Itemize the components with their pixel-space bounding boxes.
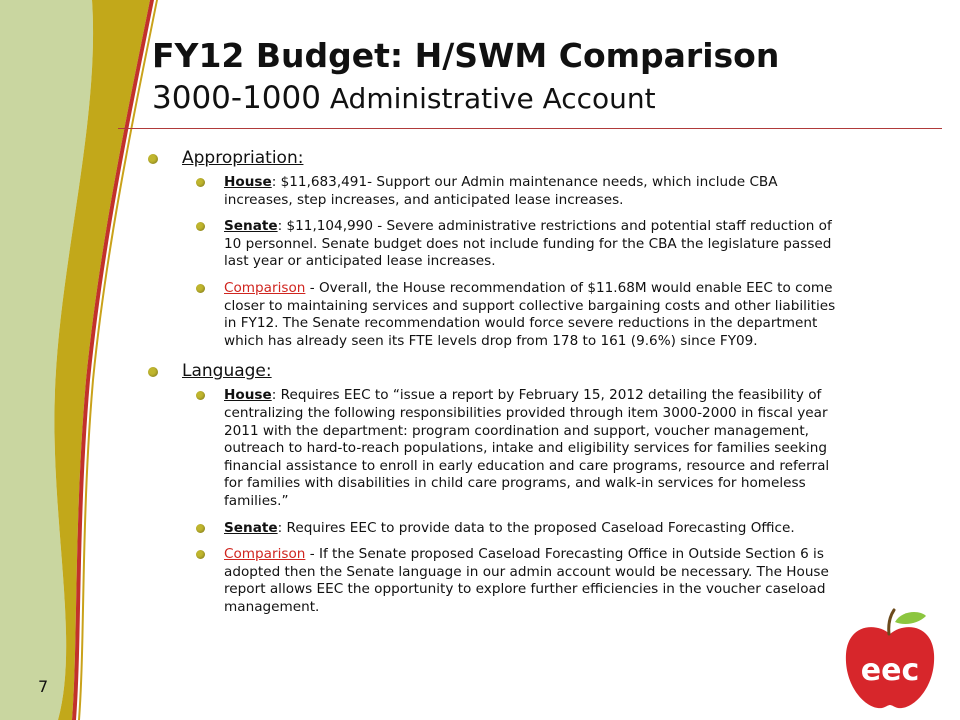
appropriation-items — [182, 174, 848, 350]
item-text: : $11,104,990 - Severe administrative restrictions and potential staff reduction of 10 personnel. Senate budget does not include funding for the CBA the legislature passed last year or anticipated lease increases. — [224, 218, 832, 270]
item-label: Comparison — [224, 546, 306, 563]
item-label: Senate — [224, 519, 278, 536]
decorative-left-band — [0, 0, 160, 720]
item-text: : Requires EEC to “issue a report by February 15, 2012 detailing the feasibility of centralizing the following responsibilities provided through item 3000-2000 in fiscal year 2011 with the department: program coordination and support, voucher management, outreach to hard-to-reach populations, intake and eligibility services for families seeking financial assistance to enroll in early education and care programs, resource and referral for families with disabilities in child care programs, and walk-in services for homeless families.” — [224, 387, 830, 509]
title-divider — [118, 128, 942, 129]
section-appropriation — [148, 146, 848, 350]
bullet-icon — [148, 154, 158, 164]
account-name: Administrative Account — [329, 82, 656, 115]
bullet-icon — [148, 367, 158, 377]
bullet-icon — [196, 524, 205, 533]
item-label: Senate — [224, 218, 278, 235]
bullet-icon — [196, 222, 205, 231]
title-line-2 — [152, 76, 942, 121]
list-item — [182, 218, 848, 271]
item-text: : $11,683,491- Support our Admin maintenance needs, which include CBA increases, step increases, and anticipated lease increases. — [224, 174, 778, 208]
bullet-icon — [196, 391, 205, 400]
list-item — [182, 387, 848, 510]
logo-wordmark: eec — [860, 653, 920, 688]
item-text: - Overall, the House recommendation of $11.68M would enable EEC to come closer to maintaining services and support collective bargaining costs and other liabilities in FY12. The Senate recommendation would force severe reductions in the department which has already seen its FTE levels drop from 178 to 161 (9.6%) since FY09. — [224, 279, 836, 349]
section-language — [148, 359, 848, 616]
item-text: - If the Senate proposed Caseload Forecasting Office in Outside Section 6 is adopted then the Senate language in our admin account would be necessary. The House report allows EEC the opportunity to explore further efficiencies in the voucher caseload management. — [224, 546, 829, 615]
title-line-1: FY12 Budget: H/SWM Comparison — [152, 36, 780, 75]
slide-title — [152, 36, 942, 121]
bullet-icon — [196, 178, 205, 187]
list-item — [182, 520, 848, 538]
list-item — [182, 280, 848, 350]
item-label: House — [224, 174, 272, 190]
item-label: House — [224, 387, 272, 404]
item-text: : Requires EEC to provide data to the proposed Caseload Forecasting Office. — [277, 519, 795, 536]
bullet-icon — [196, 284, 205, 293]
eec-apple-logo — [840, 608, 940, 712]
account-number: 3000-1000 — [152, 80, 321, 116]
language-items — [182, 387, 848, 616]
section-label: Appropriation: — [182, 148, 304, 168]
list-item — [182, 546, 848, 616]
section-label: Language: — [182, 361, 272, 382]
section-list — [148, 146, 848, 616]
bullet-icon — [196, 550, 205, 559]
item-label: Comparison — [224, 279, 306, 296]
slide-content — [148, 146, 848, 625]
page-number: 7 — [38, 677, 49, 696]
list-item — [182, 174, 848, 209]
